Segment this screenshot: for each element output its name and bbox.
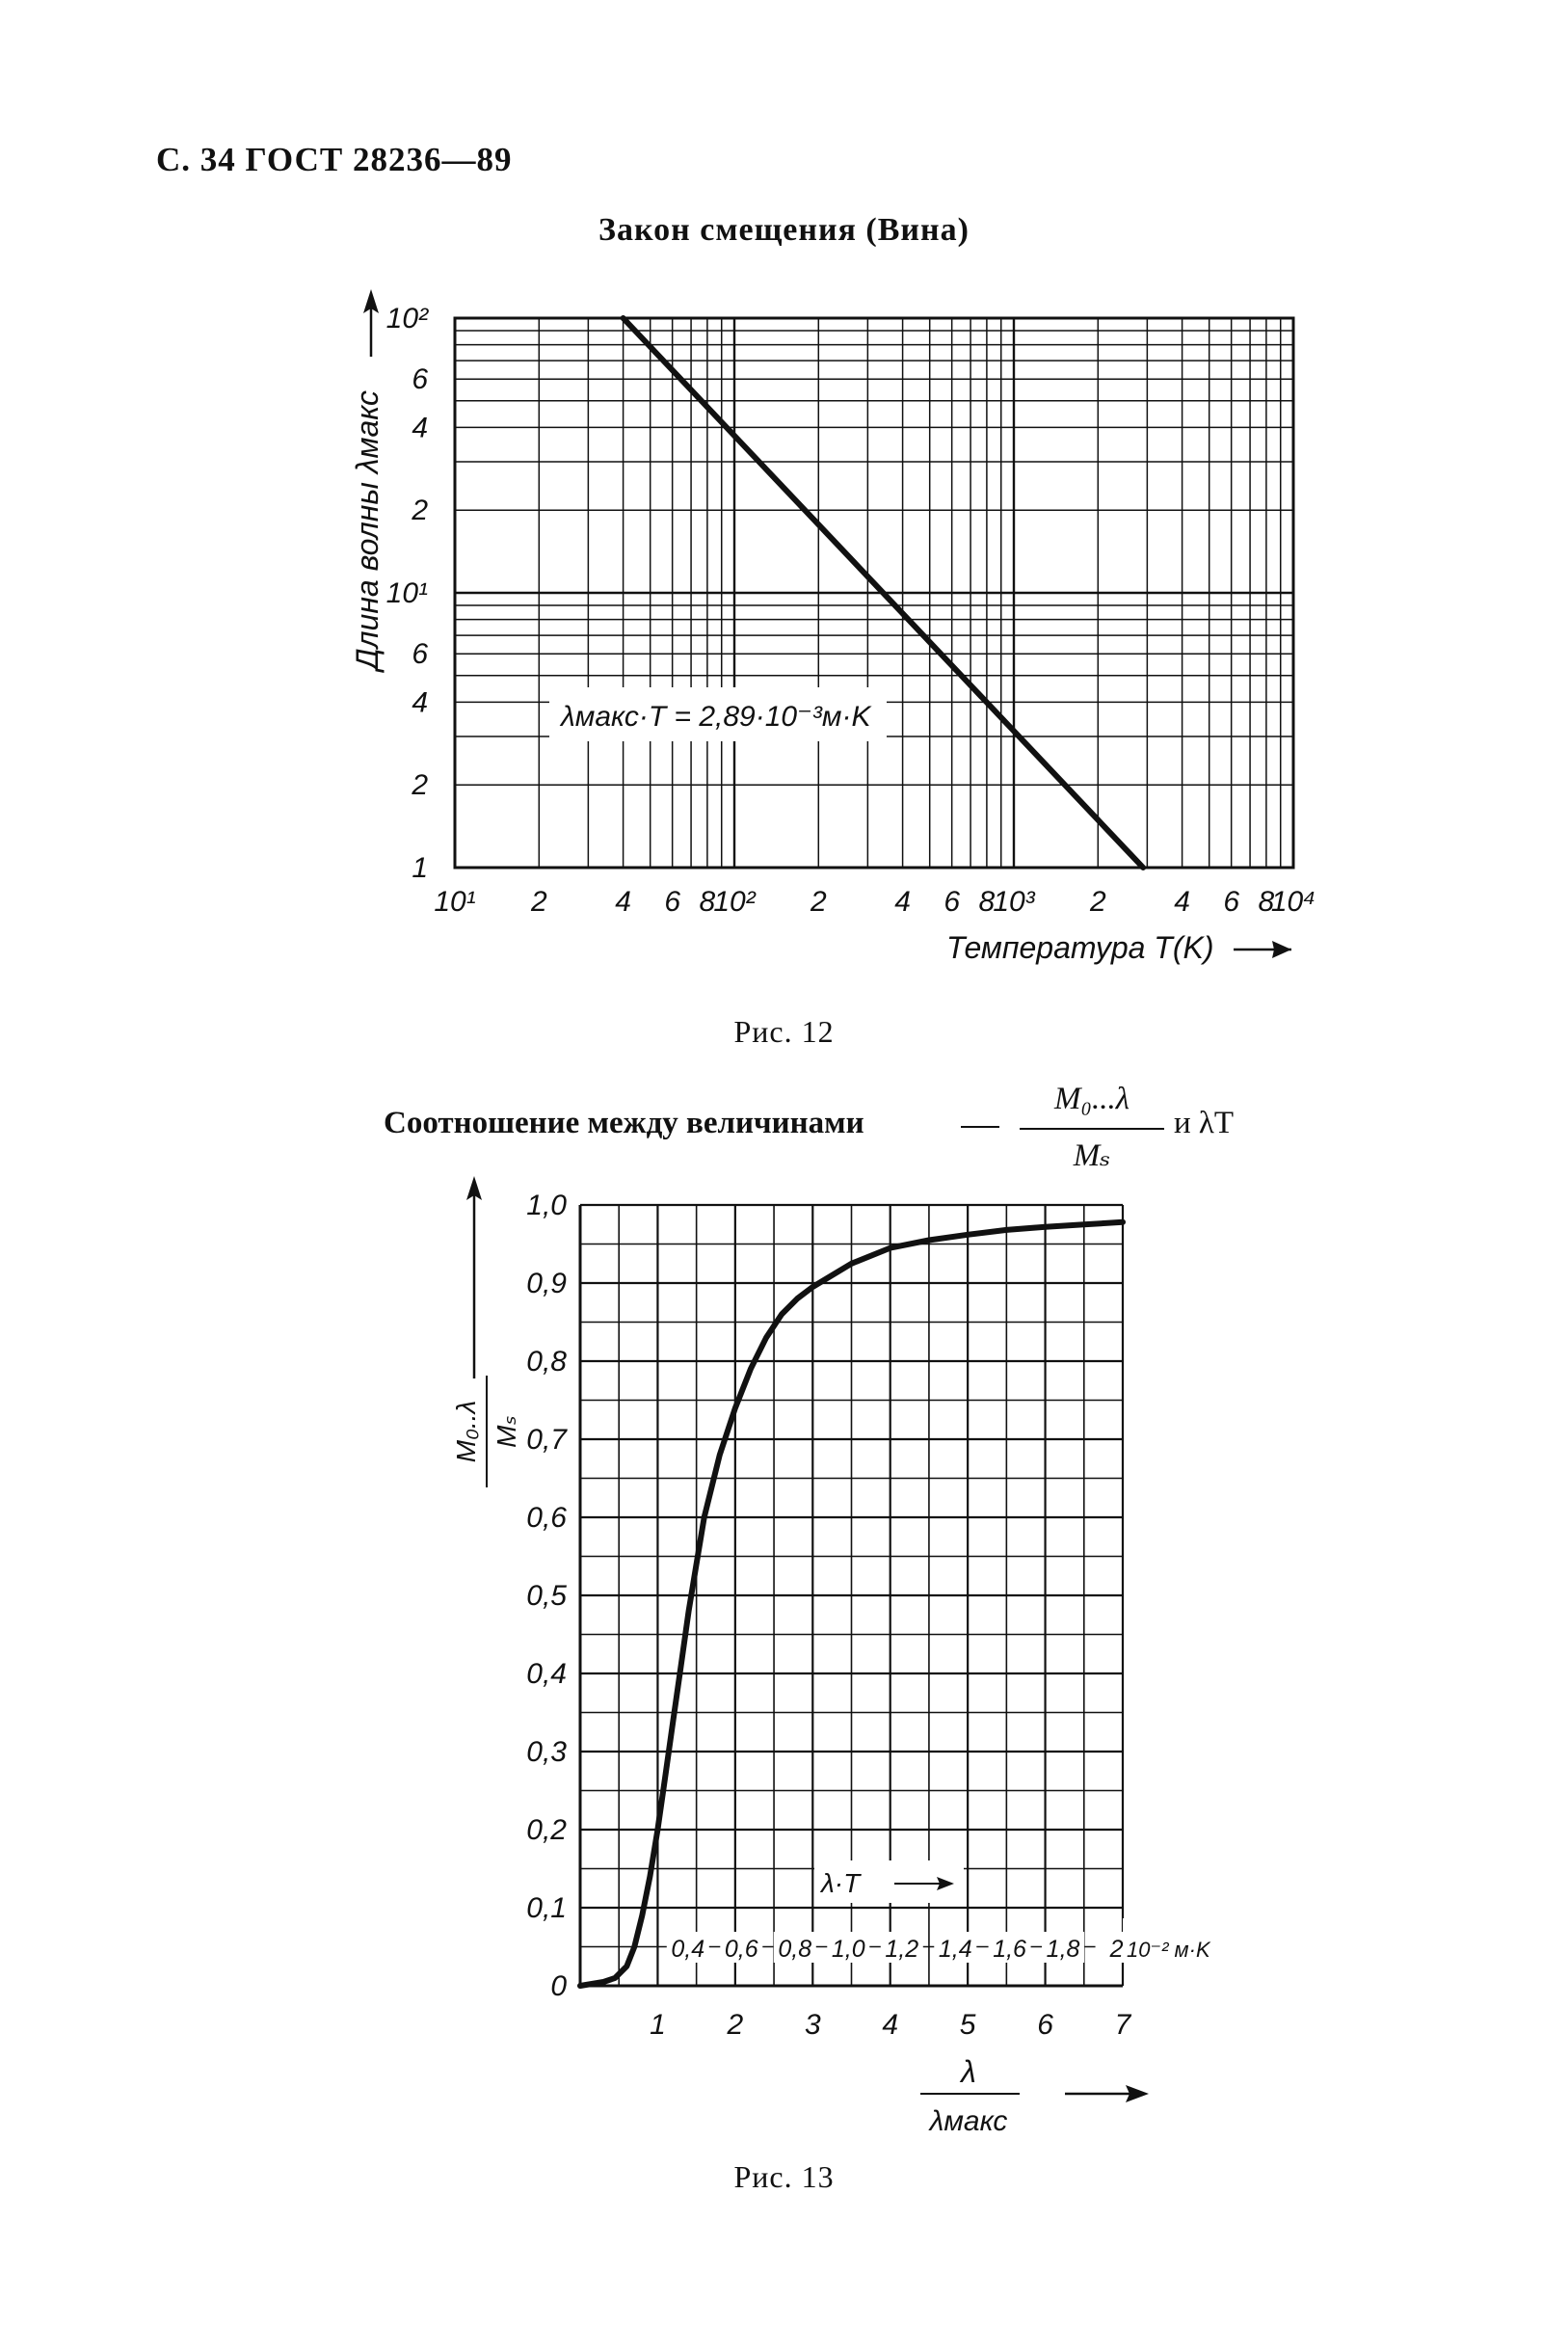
- x-tick-label: 2: [1089, 886, 1106, 918]
- secondary-tick-label: 1,0: [831, 1936, 865, 1963]
- y-axis-label-denominator: Mₛ: [492, 1415, 521, 1448]
- x-axis-arrowhead: [1272, 941, 1291, 958]
- secondary-tick-label: 1,4: [938, 1936, 972, 1963]
- x-tick-label: 10²: [713, 886, 756, 918]
- y-tick-label: 10¹: [385, 577, 428, 609]
- y-tick-label: 1,0: [526, 1190, 567, 1221]
- x-tick-label: 2: [530, 886, 547, 918]
- x-tick-label: 8: [699, 886, 716, 918]
- secondary-tick-label: 1,2: [885, 1936, 919, 1963]
- x-tick-label: 6: [1223, 886, 1240, 918]
- y-tick-label: 0,9: [526, 1268, 567, 1299]
- y-tick-label: 0,1: [526, 1892, 567, 1924]
- y-tick-label: 10²: [385, 303, 428, 334]
- y-tick-label: 0,7: [526, 1424, 567, 1456]
- x-tick-label: 6: [943, 886, 961, 918]
- x-tick-label: 7: [1114, 2009, 1131, 2041]
- fig13-caption: Рис. 13: [733, 2159, 835, 2194]
- y-tick-label: 0,6: [526, 1502, 567, 1534]
- secondary-axis-unit: 10⁻² м·K: [1127, 1938, 1210, 1962]
- secondary-tick-label: 2: [1109, 1936, 1124, 1963]
- fig13-title-numerator: M₀...λ: [1053, 1082, 1129, 1116]
- x-axis-label-numerator: λ: [961, 2054, 976, 2089]
- secondary-tick-label: 1,8: [1046, 1936, 1080, 1963]
- y-axis-label: [451, 1376, 521, 1487]
- x-tick-label: 8: [1258, 886, 1275, 918]
- fig12-title: Закон смещения (Вина): [598, 212, 970, 248]
- y-tick-label: 6: [412, 363, 428, 396]
- x-axis-label-denominator: λмакс: [929, 2105, 1008, 2137]
- y-tick-label: 4: [412, 686, 428, 719]
- y-tick-label: 0,2: [526, 1814, 567, 1846]
- x-tick-label: 6: [1037, 2009, 1053, 2041]
- secondary-tick-label: 0,6: [724, 1936, 758, 1963]
- x-tick-label: 2: [727, 2009, 744, 2041]
- y-tick-label: 4: [412, 412, 428, 444]
- y-tick-label: 0,5: [526, 1580, 567, 1612]
- y-tick-label: 2: [412, 769, 428, 802]
- y-tick-label: 2: [412, 495, 428, 527]
- x-tick-label: 4: [882, 2009, 899, 2041]
- y-tick-label: 0,3: [526, 1736, 567, 1768]
- title-dash: [961, 1126, 999, 1128]
- x-tick-label: 10³: [993, 886, 1035, 918]
- y-tick-label: 0: [550, 1970, 567, 2002]
- secondary-axis-label: λ·T: [821, 1868, 861, 1898]
- x-tick-label: 2: [810, 886, 827, 918]
- y-axis-label: Длина волны λмакс: [350, 389, 385, 671]
- secondary-tick-label: 0,4: [671, 1936, 705, 1963]
- x-tick-label: 1: [650, 2009, 666, 2041]
- x-tick-label: 10¹: [434, 886, 476, 918]
- x-tick-label: 4: [1174, 886, 1190, 918]
- y-axis-label-numerator: M₀..λ: [451, 1400, 481, 1463]
- secondary-tick-label: 0,8: [778, 1936, 812, 1963]
- x-tick-label: 10⁴: [1270, 886, 1316, 918]
- x-axis-label: Температура T(K): [946, 930, 1214, 965]
- x-tick-label: 4: [894, 886, 911, 918]
- fig13-title-suffix: и λT: [1174, 1106, 1235, 1140]
- x-tick-label: 8: [978, 886, 996, 918]
- x-tick-label: 3: [804, 2009, 821, 2041]
- fig13-title-prefix: Соотношение между величинами: [384, 1106, 864, 1140]
- page-header: С. 34 ГОСТ 28236—89: [156, 141, 513, 178]
- y-tick-label: 0,4: [526, 1658, 567, 1690]
- x-tick-label: 5: [959, 2009, 976, 2041]
- wien-law-chart: [0, 0, 1568, 1022]
- y-tick-label: 6: [412, 638, 428, 671]
- fig13-title-denominator: Mₛ: [1073, 1138, 1111, 1173]
- spectral-fraction-chart: [0, 1157, 1568, 2159]
- annotation-formula: λмакс·T = 2,89·10⁻³м·K: [561, 701, 871, 733]
- y-tick-label: 0,8: [526, 1346, 567, 1378]
- fig12-caption: Рис. 12: [733, 1014, 835, 1049]
- fraction-bar: [1020, 1128, 1164, 1130]
- secondary-tick-label: 1,6: [993, 1936, 1026, 1963]
- y-tick-label: 1: [412, 852, 428, 884]
- x-tick-label: 4: [615, 886, 631, 918]
- x-tick-label: 6: [664, 886, 681, 918]
